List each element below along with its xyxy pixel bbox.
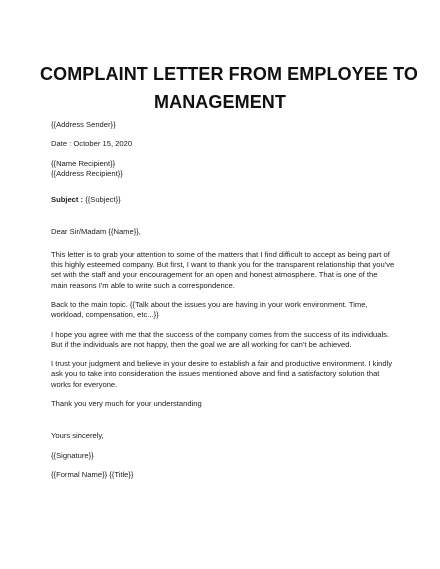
title-line-2: MANAGEMENT (154, 92, 286, 112)
letter-body (51, 120, 395, 480)
paragraph-4: I trust your judgment and believe in your desire to establish a fair and productive environment. I kindly ask you to take into consideration the issues mentioned above and find a satisfactory solution that works for everyone. (51, 359, 393, 389)
name-recipient: {{Name Recipient}} (51, 158, 116, 168)
paragraph-3: I hope you agree with me that the success of the company comes from the success of its individuals. But if the individuals are not happy, then the goal we are all working for can't be achieved. (51, 329, 390, 349)
title-line-1: COMPLAINT LETTER FROM EMPLOYEE TO (40, 64, 418, 84)
paragraph-1: This letter is to grab your attention to some of the matters that I find difficult to accept as being part of this highly esteemed company. But first, I want to thank you for the transparent relationship that you've set with the staff and your encouragement for an open and honest atmosphere. That is one of the main reasons I'm able to write such a correspondence. (51, 249, 395, 290)
letter-date: Date : October 15, 2020 (51, 139, 133, 149)
closing: Yours sincerely, (51, 431, 104, 441)
formal-name-title: {{Formal Name}} {{Title}} (51, 469, 134, 479)
salutation: Dear Sir/Madam {{Name}}, (51, 227, 141, 237)
thanks-line: Thank you very much for your understanding (51, 399, 202, 409)
signature-placeholder: {{Signature}} (51, 450, 94, 460)
address-sender: {{Address Sender}} (51, 120, 116, 129)
subject-label: Subject : (51, 195, 84, 205)
subject-line (51, 195, 395, 205)
address-recipient: {{Address Recipient}} (51, 168, 123, 178)
paragraph-2: Back to the main topic. {{Talk about the issues you are having in your work environment. Time, workload, compensation, etc...}} (51, 299, 368, 320)
subject-value: {{Subject}} (83, 195, 121, 205)
document-title (40, 60, 418, 116)
